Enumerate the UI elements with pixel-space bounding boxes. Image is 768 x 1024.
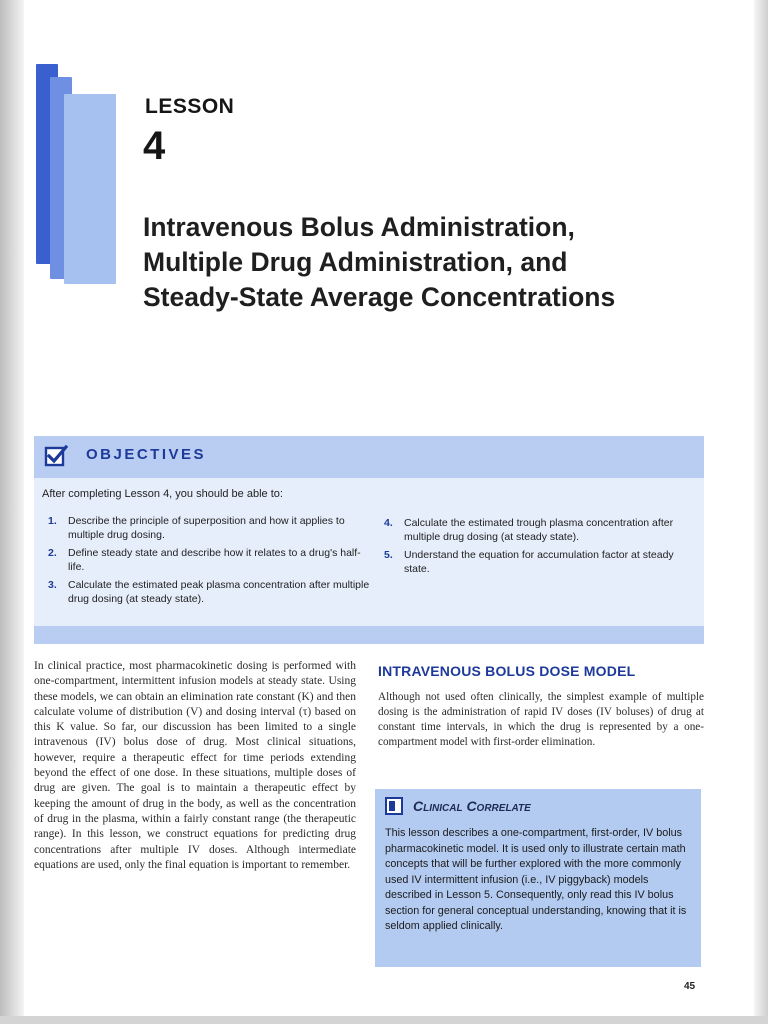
section-paragraph: Although not used often clinically, the simplest example of multiple dosing is the administration of rapid IV doses (IV boluses) of drug at constant time intervals, in which the drug is represented by a one-compartment model with first-order elimination. <box>378 691 704 748</box>
lesson-label: LESSON <box>145 95 235 118</box>
intro-paragraph: In clinical practice, most pharmacokinetic dosing is performed with one-compartment, intermittent infusion models at steady state. Using these models, we can obtain an elimination rate constant (K) and then calculate volume of distribution (V) and dosing interval (τ) based on this K value. So far, our discussion has been limited to a single intravenous (IV) bolus dose of drug. Most clinical situations, however, require a therapeutic effect for time periods extending beyond the effect of one dose. In these situations, multiple doses of drug are given. The goal is to maintain a therapeutic effect by keeping the amount of drug in the body, as well as the concentration of drug in the plasma, within a fairly constant range (the therapeutic range). In this lesson, we construct equations for predicting drug concentrations after multiple IV doses. Although intermediate equations are used, only the final equation is important to remember. <box>34 660 356 871</box>
page-number: 45 <box>684 981 696 992</box>
objective-number: 4. <box>384 517 393 529</box>
clinical-correlate-text: This lesson describes a one-compartment, first-order, IV bolus pharmacokinetic model. It is used only to illustrate certain math concepts that will be further explored with the more commonly used IV intermittent infusion (i.e., IV piggyback) models described in Lesson 5. Consequently, only read this IV bolus section for general conceptual understanding, knowing that it is seldom applied clinically. <box>385 827 687 932</box>
chapter-title-line: Steady-State Average Concentrations <box>143 282 616 312</box>
clinical-correlate-box <box>375 789 701 967</box>
objectives-list-right <box>384 516 700 580</box>
chapter-title-line: Multiple Drug Administration, and <box>143 247 568 277</box>
chapter-title-line: Intravenous Bolus Administration, <box>143 212 575 242</box>
objective-text: Calculate the estimated peak plasma concentration after multiple drug dosing (at steady state). <box>68 579 370 605</box>
objective-item <box>48 546 370 574</box>
page-edge-shadow <box>754 0 768 1024</box>
decorative-blue-bars <box>36 64 118 284</box>
objective-text: Describe the principle of superposition and how it applies to multiple drug dosing. <box>68 515 345 541</box>
objective-number: 2. <box>48 547 57 559</box>
objective-number: 1. <box>48 515 57 527</box>
objective-item <box>384 548 700 576</box>
objective-text: Understand the equation for accumulation factor at steady state. <box>404 549 674 575</box>
lesson-number: 4 <box>143 124 166 168</box>
objective-item <box>384 516 700 544</box>
objectives-header <box>34 436 704 478</box>
clinical-correlate-title: Clinical Correlate <box>413 798 531 814</box>
objective-text: Calculate the estimated trough plasma concentration after multiple drug dosing (at steady state). <box>404 517 674 543</box>
objectives-intro: After completing Lesson 4, you should be able to: <box>42 488 283 500</box>
page-bottom-edge <box>0 1016 768 1024</box>
objectives-box <box>34 436 704 644</box>
decorative-bar-light <box>64 94 116 284</box>
chapter-title <box>143 210 723 315</box>
section-heading: INTRAVENOUS BOLUS DOSE MODEL <box>378 663 636 679</box>
book-spine-shadow <box>0 0 24 1024</box>
objective-text: Define steady state and describe how it relates to a drug's half-life. <box>68 547 361 573</box>
objective-item <box>48 578 370 606</box>
objective-number: 3. <box>48 579 57 591</box>
objective-number: 5. <box>384 549 393 561</box>
objectives-footer-band <box>34 626 704 644</box>
checkbox-icon <box>44 444 68 468</box>
objectives-list-left <box>48 514 370 610</box>
objective-item <box>48 514 370 542</box>
square-icon <box>385 797 403 815</box>
objectives-title: OBJECTIVES <box>86 446 207 463</box>
